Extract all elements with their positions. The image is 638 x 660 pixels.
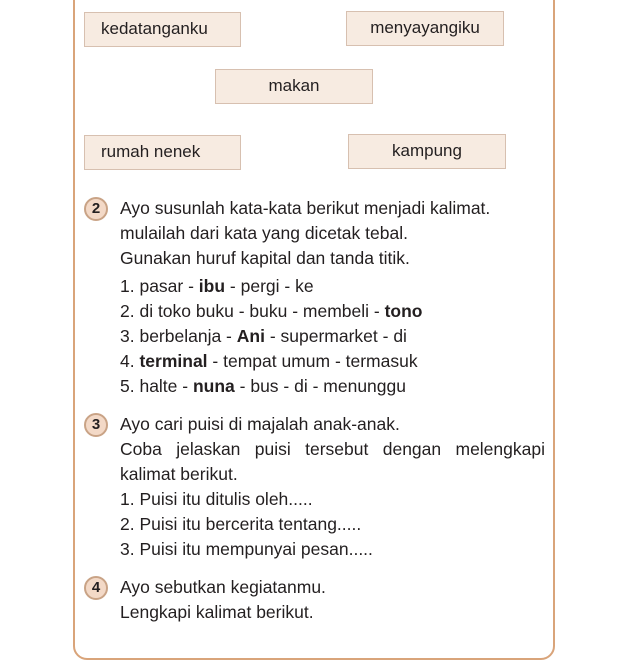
section-number-badge: 2 — [84, 197, 108, 221]
instruction-line: Ayo cari puisi di majalah anak-anak. — [120, 414, 400, 434]
exercise-item: 1. pasar - ibu - pergi - ke — [120, 276, 314, 296]
instruction-line: Coba jelaskan puisi tersebut dengan melengkapi — [120, 439, 545, 459]
word-box-kedatanganku: kedatanganku — [84, 12, 241, 47]
exercise-item: 1. Puisi itu ditulis oleh..... — [120, 489, 313, 509]
exercise-item: 3. berbelanja - Ani - supermarket - di — [120, 326, 407, 346]
section-number-badge: 4 — [84, 576, 108, 600]
word-box-rumah-nenek: rumah nenek — [84, 135, 241, 170]
section-number-badge: 3 — [84, 413, 108, 437]
instruction-line: Ayo sebutkan kegiatanmu. — [120, 577, 326, 597]
instruction-line: mulailah dari kata yang dicetak tebal. — [120, 223, 408, 243]
word-box-kampung: kampung — [348, 134, 506, 169]
instruction-line: Gunakan huruf kapital dan tanda titik. — [120, 248, 410, 268]
word-box-menyayangiku: menyayangiku — [346, 11, 504, 46]
exercise-item: 4. terminal - tempat umum - termasuk — [120, 351, 418, 371]
exercise-item: 2. Puisi itu bercerita tentang..... — [120, 514, 362, 534]
exercise-item: 2. di toko buku - buku - membeli - tono — [120, 301, 423, 321]
exercise-item: 3. Puisi itu mempunyai pesan..... — [120, 539, 373, 559]
instruction-line: Lengkapi kalimat berikut. — [120, 602, 314, 622]
instruction-line: kalimat berikut. — [120, 464, 238, 484]
instruction-line: Ayo susunlah kata-kata berikut menjadi kalimat. — [120, 198, 491, 218]
exercise-item: 5. halte - nuna - bus - di - menunggu — [120, 376, 406, 396]
word-box-makan: makan — [215, 69, 373, 104]
